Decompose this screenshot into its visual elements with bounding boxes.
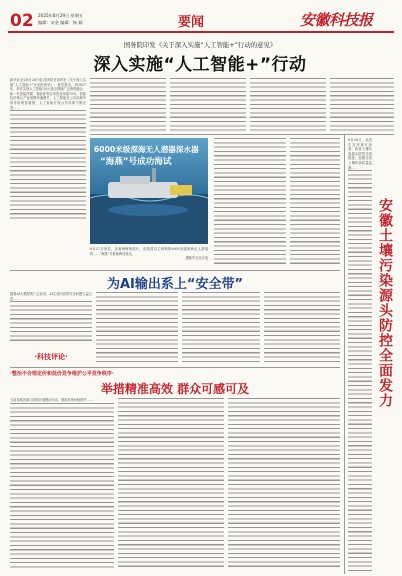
photo-credit: 据新华社北京电 [185,256,208,261]
ai-body-col4 [264,292,340,364]
lead-body-col3 [170,78,246,131]
lead-body-col5 [330,78,394,131]
section-name: 要闻 [178,15,205,30]
text-placeholder [290,138,340,266]
text-placeholder [264,292,340,364]
bottom-story-top-rule [10,367,340,368]
photo-caption [90,247,208,267]
bottom-body-text: 当前各地各部门持续开展整治行动，规范市场价格秩序…… [10,398,93,402]
text-placeholder [330,78,394,131]
lead-headline: 深入实施“人工智能+”行动 [93,55,307,75]
right-story-body [348,138,372,572]
text-placeholder [182,292,260,364]
editor-line: 编辑：宋金 编辑：杨 颖 [38,20,83,25]
bottom-body-col1 [10,398,114,570]
middle-text-col2 [290,138,340,266]
bottom-body-col3 [228,398,340,570]
lead-body-col1 [10,78,86,219]
text-placeholder [214,138,286,266]
page-number: 02 [10,11,34,31]
right-story-text: 8月26日，从省生态环境厅获悉，我省土壤污染源头防控全面推进，加强全省土壤环境质量监测…… [348,138,372,170]
text-placeholder [90,78,166,131]
lead-body-text: 新华社北京8月26日电 国务院日前印发《关于深入实施“人工智能+”行动的意见》。意见提出，到2027年，率先实现人工智能与6大重点领域广泛深度融合，新一代智能终端、智能体等应用普及率超70%，智能经济核心产业规模快速增长，人工智能在公共治理中的作用明显增强，人工智能开放合作体系不断完善…… [10,78,86,110]
header-rule [8,31,394,33]
lead-body-col2 [90,78,166,131]
bottom-headline: 举措精准高效 群众可感可及 [100,382,250,396]
lead-kicker: 国务院印发《关于深入实施“人工智能+”行动的意见》 [123,41,277,49]
right-column-divider [344,134,345,574]
ai-body-col2 [96,292,178,364]
ai-section-tag: ·科技评论· [34,353,68,361]
text-placeholder [118,398,224,570]
photo-title-1: 6000米级深海无人潜器深水器 [94,145,199,154]
text-placeholder [96,292,178,364]
text-placeholder [10,301,92,344]
text-placeholder [170,78,246,131]
lead-divider [90,134,394,135]
text-placeholder [10,403,114,570]
bottom-kicker: ·整治不合理定价和低价竞争维护公平竞争秩序· [10,371,114,377]
page-header [0,0,402,40]
text-placeholder [250,78,326,131]
deep-sea-photo [90,138,208,244]
ai-headline: 为AI输出系上“安全带” [107,277,243,292]
right-story-headline: 安徽土壤污染源头防控全面发力 [377,198,393,408]
bottom-body-col2 [118,398,224,570]
lead-body-col4 [250,78,326,131]
issue-date: 2025年8月29日 星期五 [38,13,84,18]
masthead-logo: 安徽科技报 [300,11,373,29]
text-placeholder [10,110,86,219]
text-placeholder [228,398,340,570]
photo-caption-text: 8月27日消息，在南海海域展开，由我国自主研制的6000米级深海无人滑翔机……“海燕”号系统海试成功。 [90,247,208,256]
photo-title-2: “海燕”号成功海试 [100,157,172,167]
ai-body-col1 [10,292,92,344]
ai-body-col3 [182,292,260,364]
ai-story-top-rule [10,270,340,271]
text-placeholder [348,170,372,572]
middle-text-col1 [214,138,286,266]
ai-body-text: 随着AI大模型的广泛应用，AI生成内容的安全问题日益凸显…… [10,292,92,301]
